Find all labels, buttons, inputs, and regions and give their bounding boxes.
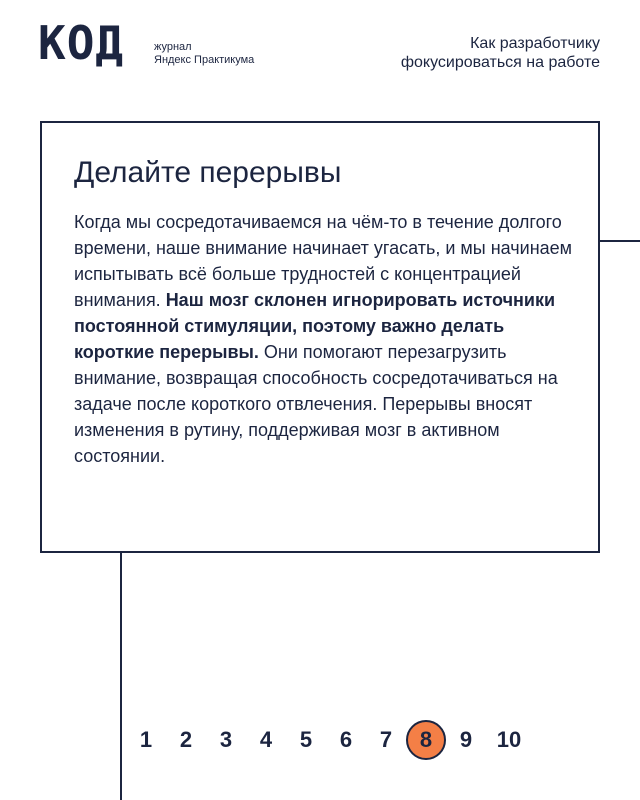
page-3[interactable]: 3 <box>219 727 233 752</box>
logo-subtitle-line2: Яндекс Практикума <box>154 54 255 66</box>
logo-subtitle <box>154 41 254 67</box>
article-title-line2: фокусироваться на работе <box>400 54 600 71</box>
page-2[interactable]: 2 <box>179 727 193 752</box>
logo-subtitle-line1: журнал <box>154 41 192 53</box>
card-body-text-2: Они помогают перезагрузить внимание, возвращая способность сосредотачиваться на задаче после короткого отвлечения. Перерывы вносят изменения в рутину, поддерживая мозг в активном состоянии. <box>74 342 558 466</box>
page-10[interactable]: 10 <box>496 727 522 752</box>
page-6[interactable]: 6 <box>339 727 353 752</box>
card-body-emphasis: Наш мозг склонен игнорировать источники постоянной стимуляции, поэтому важно делать короткие перерывы. <box>74 290 556 362</box>
page-7[interactable]: 7 <box>379 727 393 752</box>
pagination <box>126 720 532 760</box>
logo: КОД <box>38 16 125 70</box>
page-5[interactable]: 5 <box>299 727 313 752</box>
card-title: Делайте перерывы <box>74 156 342 189</box>
decorative-line-horizontal <box>600 240 640 242</box>
page-1[interactable]: 1 <box>139 727 153 752</box>
page-8-current[interactable]: 8 <box>406 720 446 760</box>
card-body <box>74 209 574 469</box>
page-4[interactable]: 4 <box>259 727 273 752</box>
article-title <box>340 34 600 72</box>
content-card <box>40 121 600 553</box>
page-9[interactable]: 9 <box>459 727 473 752</box>
card-body-text-1: Когда мы сосредотачиваемся на чём-то в течение долгого времени, наше внимание начинает угасать, и мы начинаем испытывать всё больше трудностей с концентрацией внимания. <box>74 212 573 310</box>
article-title-line1: Как разработчику <box>470 35 600 52</box>
decorative-line-vertical <box>120 553 122 800</box>
